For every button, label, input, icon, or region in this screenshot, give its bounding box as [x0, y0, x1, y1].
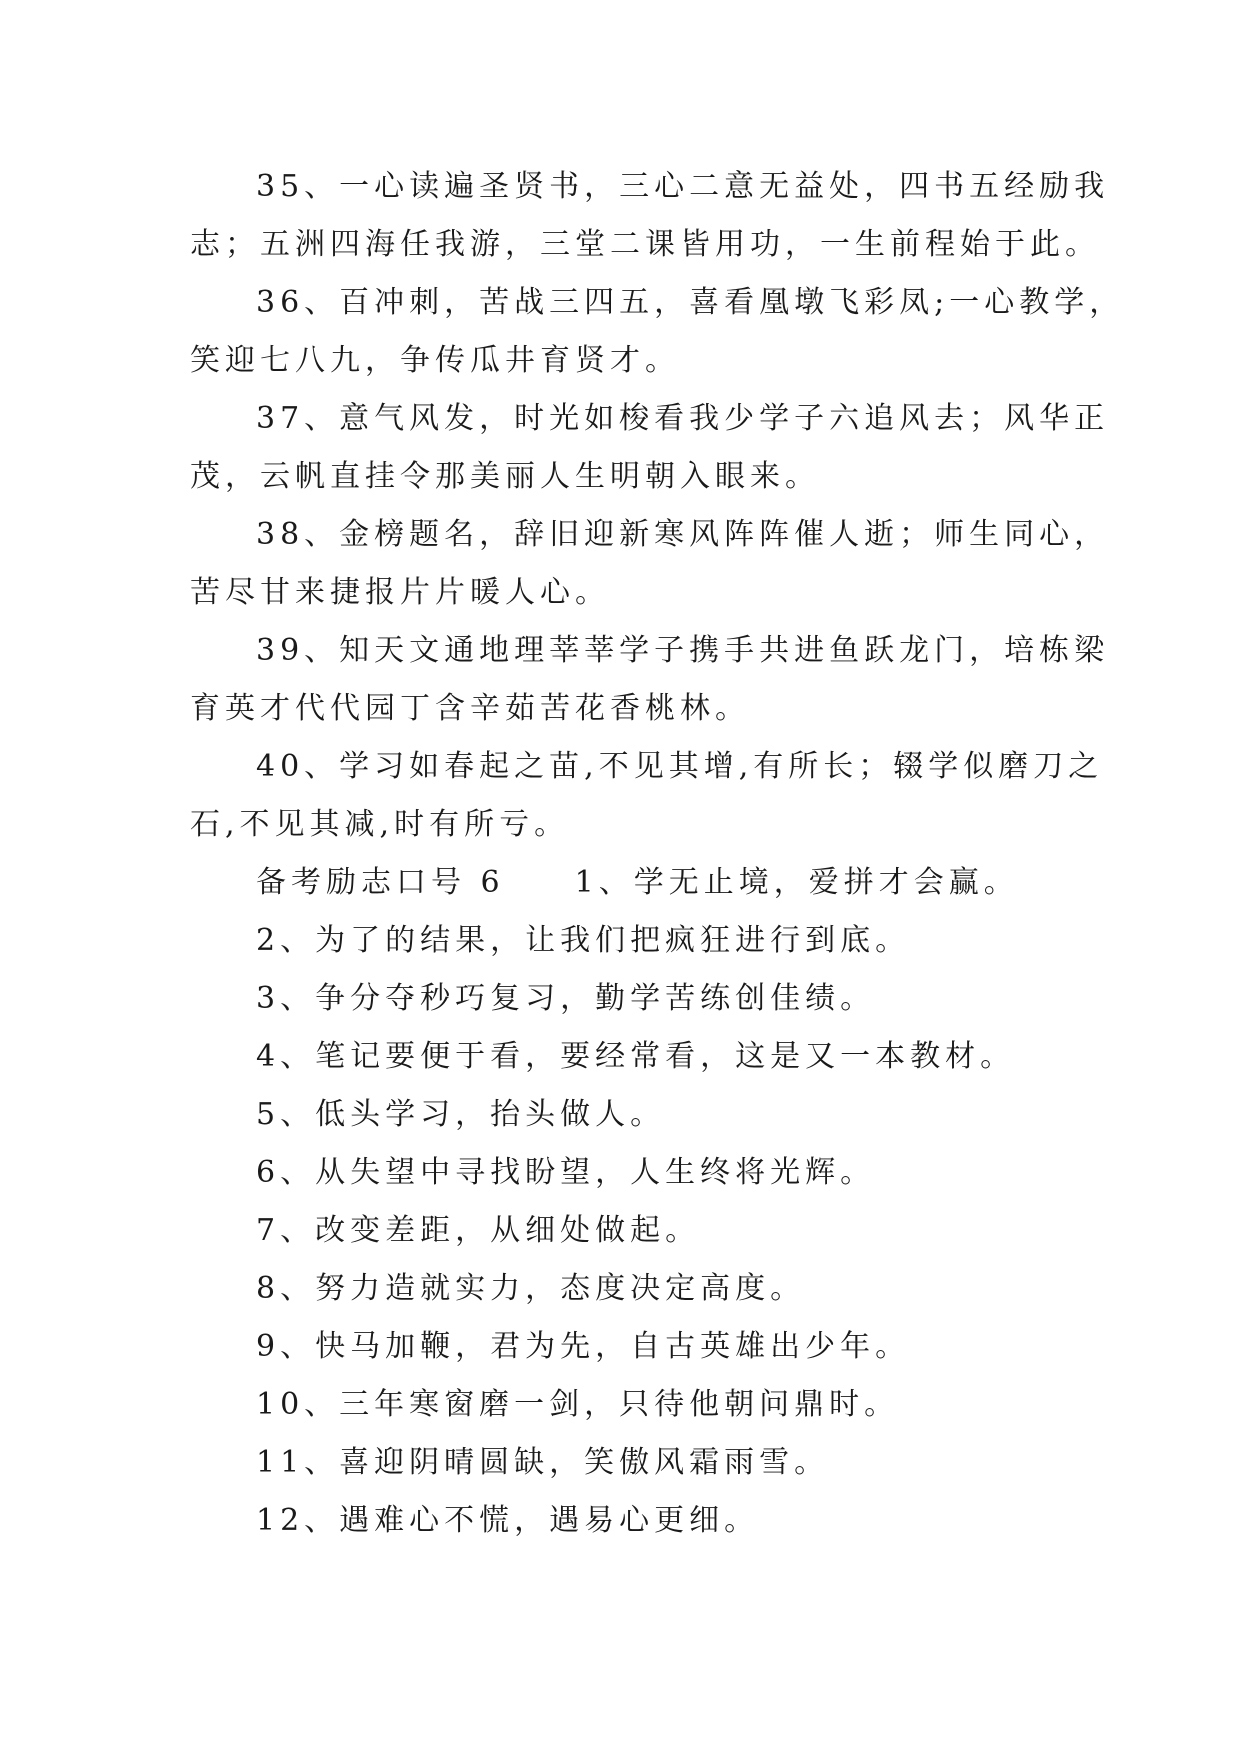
paragraph-37	[190, 390, 1110, 506]
paragraph-38	[190, 506, 1110, 622]
list-item: 6、从失望中寻找盼望，人生终将光辉。	[256, 1155, 876, 1190]
paragraph-line: 36、百冲刺，苦战三四五，喜看凰墩飞彩凤;一心教学，	[256, 285, 1125, 320]
section-heading-line	[190, 854, 1090, 912]
list-item: 11、喜迎阴晴圆缺，笑傲风霜雨雪。	[256, 1445, 830, 1480]
paragraph-line: 39、知天文通地理莘莘学子携手共进鱼跃龙门，培栋梁	[256, 633, 1110, 668]
document-body	[190, 158, 1125, 1550]
paragraph-line: 苦尽甘来捷报片片暖人心。	[190, 575, 610, 610]
paragraph-40	[190, 738, 1104, 854]
list-item: 10、三年寒窗磨一剑，只待他朝问鼎时。	[256, 1387, 900, 1422]
list-item: 2、为了的结果，让我们把疯狂进行到底。	[256, 923, 911, 958]
list-item: 9、快马加鞭，君为先，自古英雄出少年。	[256, 1329, 911, 1364]
paragraph-line: 37、意气风发，时光如梭看我少学子六追风去；风华正	[256, 401, 1110, 436]
paragraph-line: 40、学习如春起之苗,不见其增,有所长；辍学似磨刀之	[256, 749, 1104, 784]
paragraph-line: 茂，云帆直挂令那美丽人生明朝入眼来。	[190, 459, 820, 494]
section-heading: 备考励志口号 6	[256, 865, 505, 900]
paragraph-line: 石,不见其减,时有所亏。	[190, 807, 570, 842]
list-item: 5、低头学习，抬头做人。	[256, 1097, 666, 1132]
list-item: 1、学无止境，爱拼才会赢。	[574, 865, 1019, 900]
paragraph-line: 志；五洲四海任我游，三堂二课皆用功，一生前程始于此。	[190, 227, 1100, 262]
list-item: 4、笔记要便于看，要经常看，这是又一本教材。	[256, 1039, 1016, 1074]
list-item: 8、努力造就实力，态度决定高度。	[256, 1271, 806, 1306]
paragraph-line: 育英才代代园丁含辛茹苦花香桃林。	[190, 691, 750, 726]
paragraph-36	[190, 274, 1125, 390]
list-item: 3、争分夺秒巧复习，勤学苦练创佳绩。	[256, 981, 876, 1016]
paragraph-line: 笑迎七八九，争传瓜井育贤才。	[190, 343, 680, 378]
paragraph-line: 35、一心读遍圣贤书，三心二意无益处，四书五经励我	[256, 169, 1110, 204]
paragraph-39	[190, 622, 1110, 738]
paragraph-35	[190, 158, 1110, 274]
list-item: 12、遇难心不慌，遇易心更细。	[256, 1503, 760, 1538]
paragraph-line: 38、金榜题名，辞旧迎新寒风阵阵催人逝；师生同心，	[256, 517, 1110, 552]
list-item: 7、改变差距，从细处做起。	[256, 1213, 701, 1248]
